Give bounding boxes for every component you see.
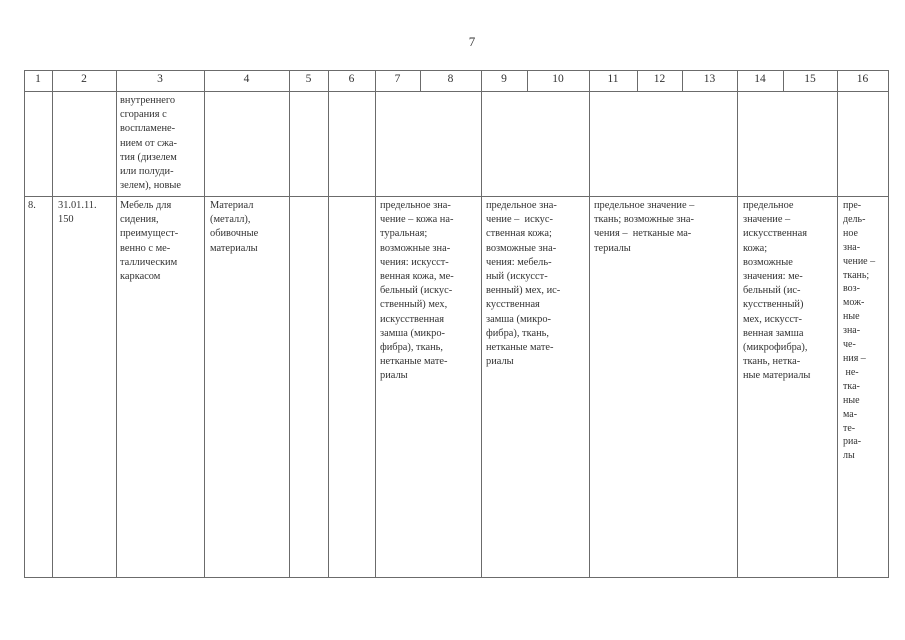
table-top-border bbox=[24, 70, 889, 71]
col-border bbox=[481, 70, 482, 578]
col-border bbox=[888, 70, 889, 578]
header-col-16: 16 bbox=[856, 73, 869, 85]
row-8-value-col11-13: предельное значение – ткань; возможные зна- чения – нетканые ма- териалы bbox=[594, 200, 695, 254]
header-col-13: 13 bbox=[703, 73, 716, 85]
col-border bbox=[737, 70, 738, 578]
col-border bbox=[204, 70, 205, 578]
row-8-characteristic: Материал (металл), обивочные материалы bbox=[210, 200, 259, 254]
page-number: 7 bbox=[468, 34, 476, 49]
header-bottom-border bbox=[24, 91, 889, 92]
col-border bbox=[116, 70, 117, 578]
header-col-14: 14 bbox=[754, 73, 766, 85]
row-8-value-col14-15: предельное значение – искусственная кожа; возможные значения: ме- бельный (ис- кусственный) мех, искусст- венная замша (микрофибра), ткань, нетка- ные материалы bbox=[743, 200, 811, 382]
header-col-15: 15 bbox=[804, 73, 816, 85]
col-border bbox=[328, 70, 329, 578]
header-col-11: 11 bbox=[607, 73, 619, 85]
row-8-number: 8. bbox=[28, 200, 36, 211]
col-border bbox=[589, 70, 590, 578]
header-col-12: 12 bbox=[653, 73, 666, 85]
header-col-1: 1 bbox=[35, 73, 41, 85]
header-col-8: 8 bbox=[447, 73, 454, 85]
row-8-okpd-code: 31.01.11. 150 bbox=[58, 200, 97, 226]
row-8-product-name: Мебель для сидения, преимущест- венно с ме- таллическим каркасом bbox=[120, 200, 179, 283]
col-border bbox=[289, 70, 290, 578]
header-col-10: 10 bbox=[552, 73, 564, 85]
row-separator bbox=[24, 196, 889, 197]
row-8-value-col9-10: предельное зна- чение – искус- ственная кожа; возможные зна- чения: мебель- ный (искусст- венный) мех, ис- кусственная замша (микро- фибра), ткань, нетканые мате- риалы bbox=[486, 200, 561, 368]
header-col-7: 7 bbox=[394, 73, 401, 85]
col-border bbox=[24, 70, 25, 578]
header-col-9: 9 bbox=[501, 73, 507, 85]
header-col-2: 2 bbox=[81, 73, 87, 85]
continued-product-name: внутреннего сгорания с воспламене- нием от сжа- тия (дизелем или полуди- зелем), новые bbox=[120, 95, 181, 192]
header-col-3: 3 bbox=[157, 73, 163, 85]
header-col-5: 5 bbox=[305, 73, 312, 85]
header-col-6: 6 bbox=[348, 73, 355, 85]
table-bottom-border bbox=[24, 577, 889, 578]
col-border bbox=[837, 70, 838, 578]
header-col-4: 4 bbox=[243, 73, 250, 85]
col-border bbox=[375, 70, 376, 578]
row-8-value-col16: пре- дель- ное зна- чение – ткань; воз- мож- ные зна- че- ния – не- тка- ные ма- те- риа- лы bbox=[843, 200, 876, 462]
row-8-value-col7-8: предельное зна- чение – кожа на- туральная; возможные зна- чения: искусст- венная кожа, ме- бельный (искус- ственный) мех, искусственная замша (микро- фибра), ткань, нетканые мате- риалы bbox=[380, 200, 454, 382]
col-border bbox=[52, 70, 53, 578]
